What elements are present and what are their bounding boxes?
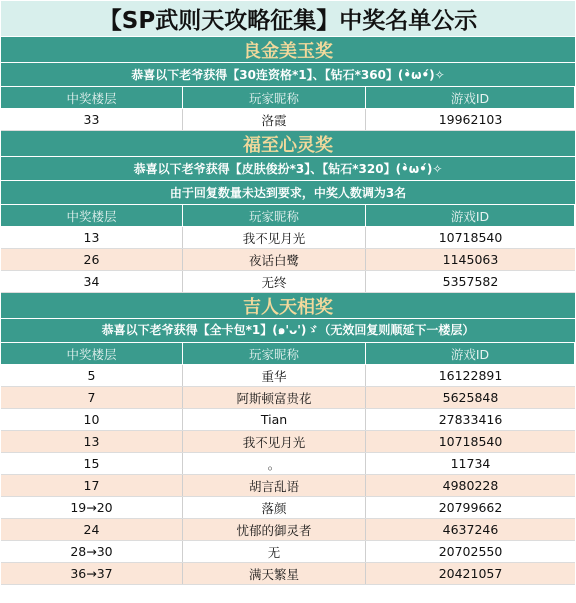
cell-floor: 15 bbox=[1, 453, 183, 474]
cell-nickname: 无终 bbox=[183, 271, 366, 292]
cell-floor: 13 bbox=[1, 431, 183, 452]
cell-game-id: 10718540 bbox=[438, 230, 503, 245]
cell-game-id: 20799662 bbox=[438, 500, 503, 515]
award-note: 恭喜以下老爷获得【皮肤俊扮*3】、【钻石*320】(•̀ω•́)✧ bbox=[1, 157, 575, 181]
table-row bbox=[1, 431, 575, 453]
cell-game-id: 10718540 bbox=[438, 434, 503, 449]
table-row bbox=[1, 563, 575, 585]
cell-nickname: 满天繁星 bbox=[183, 563, 366, 584]
cell-game-id: 20702550 bbox=[438, 544, 503, 559]
header-floor: 中奖楼层 bbox=[1, 87, 183, 108]
table-row bbox=[1, 227, 575, 249]
cell-game-id: 5357582 bbox=[442, 274, 499, 289]
table-header bbox=[1, 343, 575, 365]
header-game-id: 游戏ID bbox=[366, 343, 575, 364]
cell-floor: 26 bbox=[1, 249, 183, 270]
cell-floor: 10 bbox=[1, 409, 183, 430]
page-title: 【SP武则天攻略征集】中奖名单公示 bbox=[1, 1, 575, 37]
award-note: 恭喜以下老爷获得【全卡包*1】(๑'ᴗ')ゞ（无效回复则顺延下一楼层） bbox=[1, 319, 575, 343]
table-row bbox=[1, 365, 575, 387]
cell-nickname: 我不见月光 bbox=[183, 227, 366, 248]
cell-game-id: 4637246 bbox=[442, 522, 499, 537]
award-title: 吉人天相奖 bbox=[1, 293, 575, 319]
cell-floor: 17 bbox=[1, 475, 183, 496]
award-sections bbox=[1, 37, 575, 585]
cell-floor: 34 bbox=[1, 271, 183, 292]
cell-nickname: Tian bbox=[183, 409, 366, 430]
cell-game-id: 19962103 bbox=[438, 112, 503, 127]
table-row bbox=[1, 271, 575, 293]
cell-floor: 5 bbox=[1, 365, 183, 386]
table-row bbox=[1, 109, 575, 131]
cell-floor: 28→30 bbox=[1, 541, 183, 562]
cell-nickname: 忧郁的御灵者 bbox=[183, 519, 366, 540]
cell-nickname: 夜话白鹭 bbox=[183, 249, 366, 270]
header-game-id: 游戏ID bbox=[366, 205, 575, 226]
header-floor: 中奖楼层 bbox=[1, 343, 183, 364]
cell-nickname: 无 bbox=[183, 541, 366, 562]
cell-floor: 7 bbox=[1, 387, 183, 408]
cell-game-id: 4980228 bbox=[442, 478, 499, 493]
cell-floor: 13 bbox=[1, 227, 183, 248]
award-title: 良金美玉奖 bbox=[1, 37, 575, 63]
cell-game-id: 1145063 bbox=[442, 252, 499, 267]
cell-nickname: 重华 bbox=[183, 365, 366, 386]
cell-nickname: 落颜 bbox=[183, 497, 366, 518]
table-row bbox=[1, 249, 575, 271]
table-row bbox=[1, 453, 575, 475]
table-row bbox=[1, 475, 575, 497]
award-note: 由于回复数量未达到要求，中奖人数调为3名 bbox=[1, 181, 575, 205]
cell-floor: 33 bbox=[1, 109, 183, 130]
cell-game-id: 16122891 bbox=[438, 368, 503, 383]
cell-nickname: 胡言乱语 bbox=[183, 475, 366, 496]
table-row bbox=[1, 387, 575, 409]
header-nickname: 玩家昵称 bbox=[183, 87, 366, 108]
table-header bbox=[1, 205, 575, 227]
cell-nickname: 我不见月光 bbox=[183, 431, 366, 452]
header-game-id: 游戏ID bbox=[366, 87, 575, 108]
cell-game-id: 5625848 bbox=[442, 390, 499, 405]
table-row bbox=[1, 519, 575, 541]
cell-floor: 36→37 bbox=[1, 563, 183, 584]
cell-game-id: 11734 bbox=[450, 456, 491, 471]
cell-game-id: 20421057 bbox=[438, 566, 503, 581]
cell-nickname: 洛霞 bbox=[183, 109, 366, 130]
header-nickname: 玩家昵称 bbox=[183, 343, 366, 364]
table-header bbox=[1, 87, 575, 109]
cell-nickname: 阿斯顿富贵花 bbox=[183, 387, 366, 408]
cell-floor: 24 bbox=[1, 519, 183, 540]
award-title: 福至心灵奖 bbox=[1, 131, 575, 157]
cell-nickname: 。 bbox=[183, 453, 366, 474]
table-row bbox=[1, 497, 575, 519]
table-row bbox=[1, 409, 575, 431]
table-row bbox=[1, 541, 575, 563]
cell-game-id: 27833416 bbox=[438, 412, 503, 427]
cell-floor: 19→20 bbox=[1, 497, 183, 518]
award-note: 恭喜以下老爷获得【30连资格*1】、【钻石*360】(•̀ω•́)✧ bbox=[1, 63, 575, 87]
header-floor: 中奖楼层 bbox=[1, 205, 183, 226]
header-nickname: 玩家昵称 bbox=[183, 205, 366, 226]
